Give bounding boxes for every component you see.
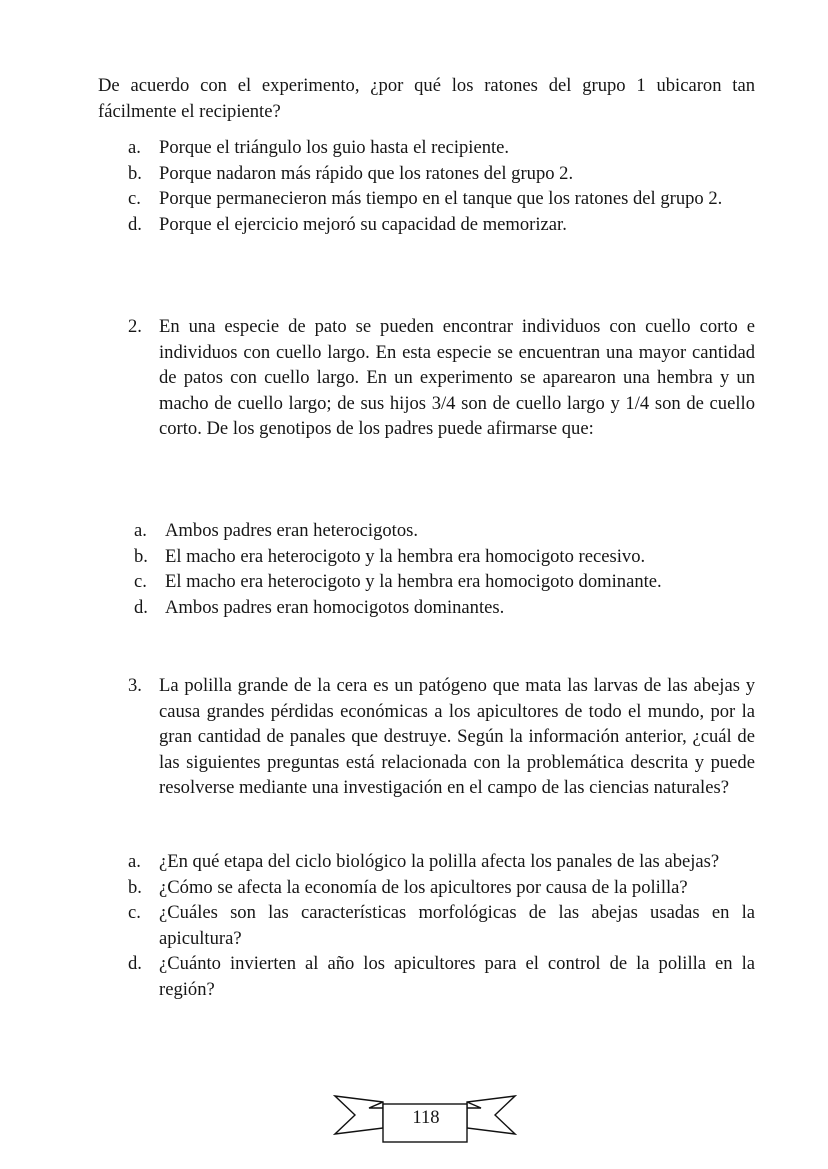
option-item (128, 135, 755, 161)
option-label: b. (134, 545, 148, 567)
option-item (128, 161, 755, 187)
option-text: Porque nadaron más rápido que los ratones del grupo 2. (159, 162, 574, 184)
option-item (128, 186, 755, 212)
page-number: 118 (412, 1107, 440, 1128)
option-label: a. (128, 137, 141, 158)
option-label: c. (128, 188, 141, 209)
option-label: c. (128, 902, 141, 923)
option-item (128, 951, 755, 1002)
option-text: El macho era heterocigoto y la hembra era homocigoto dominante. (165, 571, 662, 592)
option-item (134, 595, 755, 621)
option-text: Porque el triángulo los guio hasta el recipiente. (159, 137, 510, 158)
option-label: a. (134, 520, 147, 541)
page-number-banner (333, 1094, 517, 1146)
option-text: ¿Cuáles son las características morfológicas de las abejas usadas en la apicultura? (159, 902, 755, 949)
option-text: Porque permanecieron más tiempo en el tanque que los ratones del grupo 2. (159, 188, 723, 209)
question-text: En una especie de pato se pueden encontrar individuos con cuello corto e individuos con cuello largo. En esta especie se encuentran una mayor cantidad de patos con cuello largo. En un experimento se aparearon una hembra y un macho de cuello largo; de sus hijos 3/4 son de cuello largo y 1/4 son de cuello corto. De los genotipos de los padres puede afirmarse que: (159, 316, 755, 439)
option-text: Ambos padres eran heterocigotos. (165, 520, 419, 541)
question-number: 2. (128, 316, 142, 337)
question-number: 3. (128, 675, 142, 696)
option-text: El macho era heterocigoto y la hembra era homocigoto recesivo. (165, 545, 646, 567)
question-3-options-list (128, 849, 755, 1002)
option-item (128, 212, 755, 238)
option-item (134, 544, 755, 570)
option-item (128, 849, 755, 875)
option-item (134, 518, 755, 544)
option-label: d. (134, 596, 148, 618)
option-label: a. (128, 851, 141, 872)
option-label: d. (128, 953, 142, 974)
question-3 (128, 673, 755, 801)
option-item (128, 875, 755, 901)
option-text: ¿Cuánto invierten al año los apicultores para el control de la polilla en la región? (159, 953, 755, 1000)
intro-options-list (128, 135, 755, 237)
intro-question-text: De acuerdo con el experimento, ¿por qué los ratones del grupo 1 ubicaron tan fácilmente el recipiente? (98, 75, 755, 122)
option-text: Porque el ejercicio mejoró su capacidad de memorizar. (159, 213, 567, 235)
option-text: Ambos padres eran homocigotos dominantes. (165, 596, 505, 618)
option-text: ¿Cómo se afecta la economía de los apicultores por causa de la polilla? (159, 876, 688, 898)
option-label: b. (128, 162, 142, 184)
option-item (134, 569, 755, 595)
option-text: ¿En qué etapa del ciclo biológico la polilla afecta los panales de las abejas? (159, 851, 720, 872)
option-label: b. (128, 876, 142, 898)
question-2 (128, 314, 755, 442)
option-label: d. (128, 213, 142, 235)
question-text: La polilla grande de la cera es un patógeno que mata las larvas de las abejas y causa grandes pérdidas económicas a los apicultores de todo el mundo, por la gran cantidad de panales que destruye. Según la información anterior, ¿cuál de las siguientes preguntas está relacionada con la problemática descrita y puede resolverse mediante una investigación en el campo de las ciencias naturales? (159, 675, 755, 798)
option-item (128, 900, 755, 951)
option-label: c. (134, 571, 147, 592)
question-2-options-list (134, 518, 755, 620)
